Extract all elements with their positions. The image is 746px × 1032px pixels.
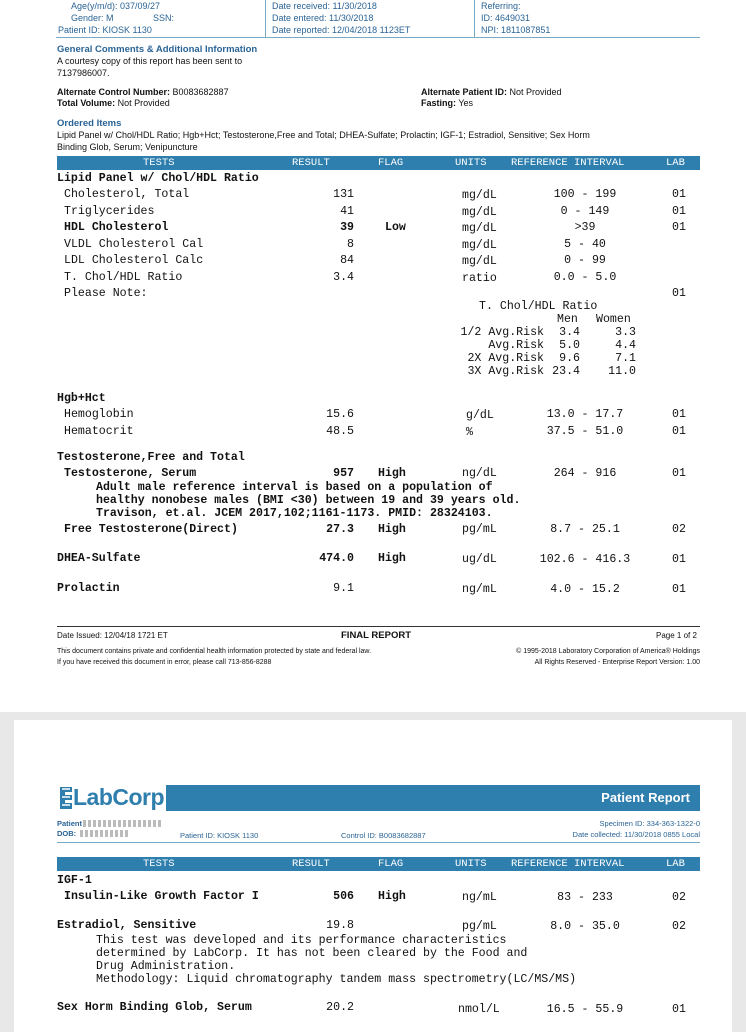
- ratio-women-value: 3.3: [615, 326, 636, 339]
- test-name: Sex Horm Binding Glob, Serum: [57, 1001, 252, 1014]
- fasting: Fasting: Yes: [421, 98, 474, 108]
- page-number: Page 1 of 2: [656, 631, 697, 640]
- test-name: Cholesterol, Total: [64, 188, 190, 201]
- test-name: HDL Cholesterol: [64, 221, 169, 234]
- test-units: %: [466, 426, 473, 439]
- test-result: 3.4: [333, 271, 354, 284]
- test-reference: 102.6 - 416.3: [539, 553, 631, 566]
- test-result: 15.6: [326, 408, 354, 421]
- results-table-header: [57, 857, 700, 871]
- col-units: UNITS: [455, 157, 487, 169]
- ratio-women-value: 11.0: [608, 365, 636, 378]
- lab-code: 01: [672, 205, 686, 218]
- test-reference: 0.0 - 5.0: [553, 271, 617, 284]
- copyright-note: © 1995-2018 Laboratory Corporation of America® Holdings: [516, 648, 700, 655]
- test-reference: 13.0 - 17.7: [546, 408, 624, 421]
- test-note: healthy nonobese males (BMI <30) between 19 and 39 years old.: [96, 494, 521, 507]
- col-flag: FLAG: [378, 858, 404, 870]
- date-issued: Date Issued: 12/04/18 1721 ET: [57, 631, 168, 640]
- test-result: 20.2: [326, 1001, 354, 1014]
- test-name: Estradiol, Sensitive: [57, 919, 197, 932]
- test-units: mg/dL: [462, 206, 497, 219]
- test-units: ng/mL: [462, 891, 497, 904]
- patient-label: Patient: [57, 819, 83, 828]
- test-result: 41: [340, 205, 354, 218]
- patient-age: Age(y/m/d): 037/09/27: [71, 1, 161, 11]
- ratio-col-women: Women: [596, 313, 631, 326]
- info-rule: [57, 842, 700, 843]
- alt-patient-id: Alternate Patient ID: Not Provided: [421, 87, 562, 97]
- total-volume: Total Volume: Not Provided: [57, 98, 170, 108]
- test-result: 8: [347, 238, 354, 251]
- redacted-name: [83, 820, 163, 827]
- date-reported: Date reported: 12/04/2018 1123ET: [272, 25, 411, 35]
- test-reference: 0 - 149: [560, 205, 610, 218]
- test-reference: 37.5 - 51.0: [546, 425, 624, 438]
- section-title: Testosterone,Free and Total: [57, 451, 245, 464]
- ratio-risk-label: 3X Avg.Risk: [467, 365, 544, 378]
- patient-gender: Gender: M: [71, 13, 114, 23]
- patient-id: Patient ID: KIOSK 1130: [58, 25, 152, 35]
- comments-heading: General Comments & Additional Information: [57, 44, 258, 55]
- report-title-banner: [166, 785, 700, 811]
- confidential-note: This document contains private and confidential health information protected by state and federal law.: [57, 648, 372, 655]
- test-result: 506: [333, 890, 354, 903]
- results-table-header: [57, 156, 700, 170]
- test-name: T. Chol/HDL Ratio: [64, 271, 183, 284]
- copyright-note: All Rights Reserved - Enterprise Report Version: 1.00: [534, 659, 700, 666]
- test-result: 957: [333, 467, 354, 480]
- ratio-risk-label: Avg.Risk: [488, 339, 544, 352]
- test-note: Drug Administration.: [96, 960, 236, 973]
- test-reference: 8.7 - 25.1: [550, 523, 620, 536]
- test-units: ug/dL: [462, 553, 497, 566]
- test-result: 48.5: [326, 425, 354, 438]
- ordered-heading: Ordered Items: [57, 118, 122, 129]
- test-reference: 16.5 - 55.9: [546, 1003, 624, 1016]
- test-flag: High: [378, 552, 406, 565]
- test-name: Hematocrit: [64, 425, 134, 438]
- col-lab: LAB: [666, 157, 685, 169]
- test-result: 84: [340, 254, 354, 267]
- test-flag: High: [378, 890, 406, 903]
- test-name: LDL Cholesterol Calc: [64, 254, 204, 267]
- date-entered: Date entered: 11/30/2018: [272, 13, 374, 23]
- patient-id: Patient ID: KIOSK 1130: [180, 831, 259, 840]
- test-flag: Low: [385, 221, 406, 234]
- test-units: g/dL: [466, 409, 494, 422]
- specimen-id: Specimen ID: 334-363-1322-0: [599, 819, 700, 828]
- test-name: Triglycerides: [64, 205, 155, 218]
- test-reference: 4.0 - 15.2: [550, 583, 620, 596]
- test-units: mg/dL: [462, 239, 497, 252]
- referring-label: Referring:: [481, 1, 521, 11]
- test-name: VLDL Cholesterol Cal: [64, 238, 204, 251]
- page-margin: [732, 712, 746, 1032]
- ordered-items: Binding Glob, Serum; Venipuncture: [57, 142, 198, 152]
- ratio-men-value: 5.0: [559, 339, 580, 352]
- section-title: IGF-1: [57, 874, 92, 887]
- test-units: nmol/L: [458, 1003, 500, 1016]
- comments-line: 7137986007.: [57, 68, 110, 78]
- test-flag: High: [378, 523, 406, 536]
- test-reference: 83 - 233: [557, 891, 613, 904]
- test-units: pg/mL: [462, 523, 497, 536]
- date-received: Date received: 11/30/2018: [272, 1, 377, 11]
- referring-id: ID: 4649031: [481, 13, 531, 23]
- test-name: Testosterone, Serum: [64, 467, 197, 480]
- section-title: Lipid Panel w/ Chol/HDL Ratio: [57, 172, 259, 185]
- ratio-men-value: 23.4: [552, 365, 580, 378]
- lab-code: 01: [672, 425, 686, 438]
- test-units: pg/mL: [462, 920, 497, 933]
- ratio-women-value: 4.4: [615, 339, 636, 352]
- alt-control-number: Alternate Control Number: B0083682887: [57, 87, 229, 97]
- test-units: mg/dL: [462, 222, 497, 235]
- ratio-risk-label: 1/2 Avg.Risk: [460, 326, 544, 339]
- ratio-men-value: 9.6: [559, 352, 580, 365]
- ratio-table-title: T. Chol/HDL Ratio: [479, 300, 598, 313]
- test-result: 27.3: [326, 523, 354, 536]
- test-name: DHEA-Sulfate: [57, 552, 141, 565]
- test-units: ng/mL: [462, 583, 497, 596]
- test-reference: 264 - 916: [553, 467, 617, 480]
- lab-code: 01: [672, 1003, 686, 1016]
- date-collected: Date collected: 11/30/2018 0855 Local: [572, 830, 700, 839]
- test-units: ng/dL: [462, 467, 497, 480]
- labcorp-logo: [57, 784, 163, 812]
- col-units: UNITS: [455, 858, 487, 870]
- confidential-note: If you have received this document in error, please call 713-856-8288: [57, 659, 272, 666]
- dob-label: DOB:: [57, 829, 77, 838]
- box-divider: [265, 0, 266, 37]
- section-title: Hgb+Hct: [57, 392, 106, 405]
- col-tests: TESTS: [143, 157, 175, 169]
- lab-code: 01: [672, 287, 686, 300]
- test-reference: 0 - 99: [564, 254, 606, 267]
- test-name: Hemoglobin: [64, 408, 134, 421]
- lab-code: 01: [672, 188, 686, 201]
- col-result: RESULT: [292, 157, 330, 169]
- test-name: Prolactin: [57, 582, 120, 595]
- report-title: Patient Report: [601, 790, 690, 805]
- ordered-items: Lipid Panel w/ Chol/HDL Ratio; Hgb+Hct; Testosterone,Free and Total; DHEA-Sulfate; Prolactin; IGF-1; Estradiol, Sensitive; Sex Horm: [57, 130, 590, 140]
- test-reference: 100 - 199: [553, 188, 617, 201]
- test-name: Insulin-Like Growth Factor I: [64, 890, 259, 903]
- comments-line: A courtesy copy of this report has been sent to: [57, 56, 243, 66]
- col-lab: LAB: [666, 858, 685, 870]
- redacted-dob: [80, 830, 130, 837]
- lab-code: 01: [672, 583, 686, 596]
- col-result: RESULT: [292, 858, 330, 870]
- lab-code: 02: [672, 920, 686, 933]
- col-flag: FLAG: [378, 157, 404, 169]
- box-divider: [474, 0, 475, 37]
- col-reference: REFERENCE INTERVAL: [511, 858, 625, 870]
- test-note: This test was developed and its performance characteristics: [96, 934, 507, 947]
- lab-code: 01: [672, 221, 686, 234]
- labcorp-wordmark: LabCorp: [73, 784, 165, 810]
- lab-code: 02: [672, 891, 686, 904]
- please-note: Please Note:: [64, 287, 148, 300]
- test-reference: 8.0 - 35.0: [550, 920, 620, 933]
- patient-ssn: SSN:: [153, 13, 175, 23]
- test-note: Travison, et.al. JCEM 2017,102;1161-1173. PMID: 28324103.: [96, 507, 493, 520]
- col-reference: REFERENCE INTERVAL: [511, 157, 625, 169]
- test-note: Methodology: Liquid chromatography tandem mass spectrometry(LC/MS/MS): [96, 973, 577, 986]
- footer-rule: [57, 626, 700, 627]
- page-separator: [0, 712, 746, 720]
- lab-code: 02: [672, 523, 686, 536]
- test-units: ratio: [462, 272, 497, 285]
- control-id: Control ID: B0083682887: [341, 831, 426, 840]
- lab-code: 01: [672, 467, 686, 480]
- test-result: 19.8: [326, 919, 354, 932]
- ratio-women-value: 7.1: [615, 352, 636, 365]
- ratio-risk-label: 2X Avg.Risk: [467, 352, 544, 365]
- test-result: 9.1: [333, 582, 354, 595]
- test-flag: High: [378, 467, 406, 480]
- box-bottom-rule: [56, 37, 700, 38]
- test-result: 131: [333, 188, 354, 201]
- test-reference: 5 - 40: [564, 238, 606, 251]
- referring-npi: NPI: 1811087851: [481, 25, 551, 35]
- final-report-label: FINAL REPORT: [341, 630, 412, 641]
- test-result: 39: [340, 221, 354, 234]
- test-result: 474.0: [319, 552, 354, 565]
- ratio-men-value: 3.4: [559, 326, 580, 339]
- col-tests: TESTS: [143, 858, 175, 870]
- test-note: Adult male reference interval is based on a population of: [96, 481, 493, 494]
- test-units: mg/dL: [462, 189, 497, 202]
- lab-code: 01: [672, 553, 686, 566]
- test-name: Free Testosterone(Direct): [64, 523, 238, 536]
- page-margin: [0, 712, 14, 1032]
- ratio-col-men: Men: [557, 313, 578, 326]
- test-reference: >39: [574, 221, 596, 234]
- lab-code: 01: [672, 408, 686, 421]
- test-note: determined by LabCorp. It has not been cleared by the Food and: [96, 947, 528, 960]
- test-units: mg/dL: [462, 255, 497, 268]
